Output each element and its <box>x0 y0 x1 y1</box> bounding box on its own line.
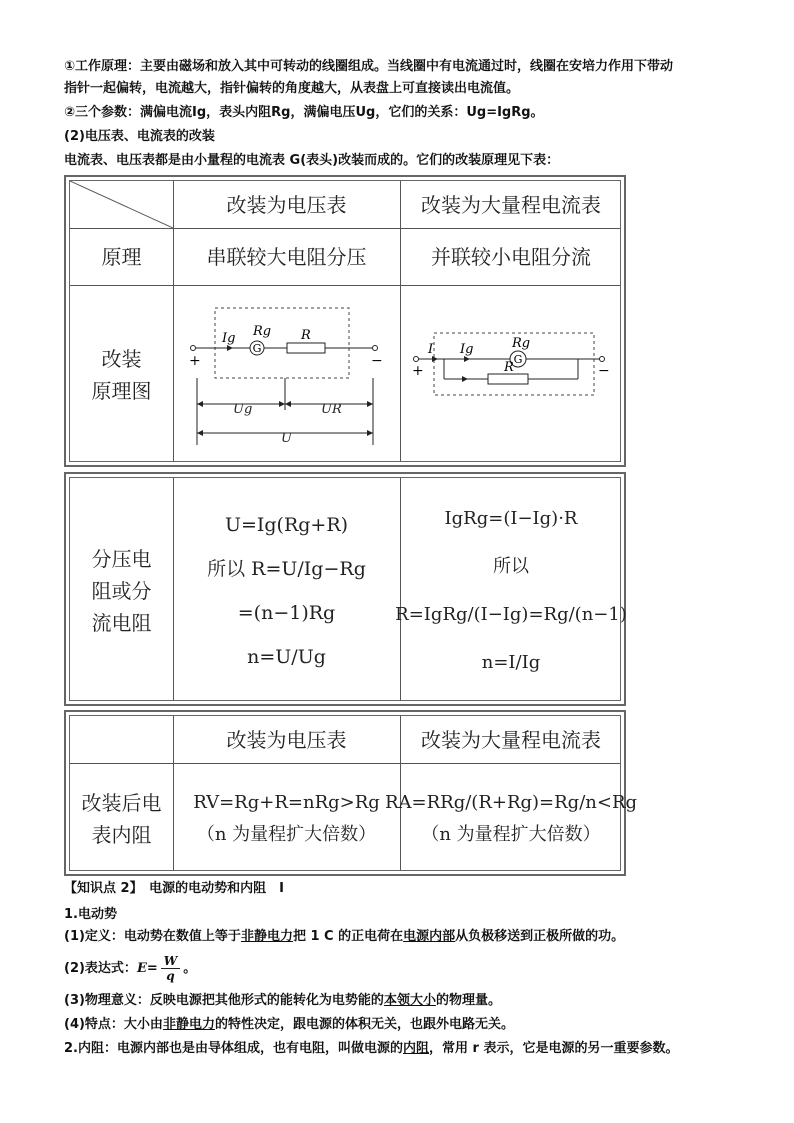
table-resistance-formulas <box>64 472 626 706</box>
col-header-ammeter: 改装为大量程电流表 <box>421 192 601 217</box>
intro-line-4: (2)电压表、电流表的改装 <box>64 129 215 144</box>
kp2-feature <box>64 1016 514 1034</box>
intro-line-1: ①工作原理：主要由磁场和放入其中可转动的线圈组成。当线圈中有电流通过时，线圈在安培力作用下带动 <box>64 59 674 74</box>
label-r: R <box>301 328 311 343</box>
ammeter-internal <box>384 763 638 874</box>
kp2-definition <box>64 928 624 946</box>
row-label-resistance <box>70 478 173 704</box>
ammeter-minus-terminal: − <box>598 363 610 379</box>
row-label-resistance-line1: 分压电 <box>91 547 152 571</box>
voltmeter-eq3: =(n−1)Rg <box>237 602 336 624</box>
table-internal-resistance <box>64 710 638 876</box>
ammeter-galvanometer-symbol: G <box>513 353 523 366</box>
col-header-ammeter-2: 改装为大量程电流表 <box>421 727 601 752</box>
kp2-internal-resistance <box>64 1040 678 1058</box>
def-underline-1: 非静电力 <box>240 929 293 944</box>
row-label-principle: 原理 <box>101 244 142 269</box>
row-label-resistance-line2: 阻或分 <box>91 579 152 603</box>
ammeter-plus-terminal: + <box>412 363 424 379</box>
internal-text-a: 2.内阻：电源内部也是由导体组成，也有电阻，叫做电源的 <box>64 1041 403 1056</box>
meaning-underline: 本领大小 <box>383 993 436 1008</box>
voltmeter-formulas <box>173 478 400 704</box>
galvanometer-symbol: G <box>252 342 262 355</box>
row-label-resistance-line3: 流电阻 <box>91 611 152 635</box>
internal-text-b: ，常用 r 表示，它是电源的另一重要参数。 <box>429 1041 679 1056</box>
diagonal-header-line <box>70 181 173 228</box>
row-label-diagram-line1: 改装 <box>101 347 142 371</box>
label-u: U <box>281 431 292 446</box>
voltmeter-eq2: 所以 R=U/Ig−Rg <box>207 558 366 580</box>
def-text-c: 从负极移送到正极所做的功。 <box>455 929 625 944</box>
kp2-title: 【知识点 2】 电源的电动势和内阻 Ⅰ <box>64 881 284 896</box>
kp2-meaning <box>64 992 501 1010</box>
ammeter-eq3: n=I/Ig <box>481 652 541 673</box>
expr-label: (2)表达式： <box>64 960 137 976</box>
plus-terminal: + <box>189 353 201 369</box>
meaning-text-b: 的物理量。 <box>435 993 501 1008</box>
col-header-voltmeter: 改装为电压表 <box>226 192 347 217</box>
row-label-diagram <box>70 285 173 465</box>
voltmeter-eq4: n=U/Ug <box>247 646 326 668</box>
ammeter-formulas <box>395 478 627 704</box>
row-label-internal-line1: 改装后电 <box>81 790 162 815</box>
voltmeter-internal-note: （n 为量程扩大倍数） <box>196 823 377 845</box>
feature-underline: 非静电力 <box>162 1017 215 1032</box>
row-label-diagram-line2: 原理图 <box>91 379 152 403</box>
voltmeter-internal <box>173 763 400 874</box>
label-rg: Rg <box>253 324 272 339</box>
ammeter-label-r: R <box>504 360 514 375</box>
intro-line-5: 电流表、电压表都是由小量程的电流表 G(表头)改装而成的。它们的改装原理见下表： <box>64 153 560 168</box>
def-text-b: 把 1 C 的正电荷在 <box>292 929 404 944</box>
ammeter-internal-formula: RA=RRg/(R+Rg)=Rg/n<Rg <box>384 791 638 813</box>
kp2-heading-emf: 1.电动势 <box>64 907 117 922</box>
internal-underline: 内阻 <box>402 1041 429 1056</box>
label-ug: Ug <box>233 402 253 417</box>
row-label-internal-line2: 表内阻 <box>91 822 152 847</box>
minus-terminal: − <box>371 353 383 369</box>
label-ur: UR <box>321 402 342 417</box>
ammeter-circuit-diagram <box>400 285 622 465</box>
ammeter-eq2: 所以 R=IgRg/(I−Ig)=Rg/(n−1) <box>395 556 627 625</box>
ammeter-label-i: I <box>428 342 434 357</box>
table-principle <box>64 175 626 467</box>
label-ig: Ig <box>222 331 236 346</box>
kp2-expression: (2)表达式： E= $\frac{W}{q}$ 。 <box>64 954 197 983</box>
voltmeter-circuit-diagram <box>173 285 400 465</box>
meaning-text-a: (3)物理意义：反映电源把其他形式的能转化为电势能的 <box>64 993 384 1008</box>
feature-text-b: 的特性决定，跟电源的体积无关，也跟外电路无关。 <box>214 1017 514 1032</box>
def-underline-2: 电源内部 <box>403 929 456 944</box>
intro-line-3: ②三个参数：满偏电流Ig，表头内阻Rg，满偏电压Ug，它们的关系：Ug=IgRg。 <box>64 105 544 120</box>
ammeter-internal-note: （n 为量程扩大倍数） <box>421 823 601 845</box>
feature-text-a: (4)特点：大小由 <box>64 1017 163 1032</box>
principle-voltmeter: 串联较大电阻分压 <box>206 244 367 269</box>
intro-line-2: 指针一起偏转，电流越大，指针偏转的角度越大，从表盘上可直接读出电流值。 <box>64 81 520 96</box>
voltmeter-internal-formula: RV=Rg+R=nRg>Rg <box>193 791 380 813</box>
def-text-a: (1)定义：电动势在数值上等于 <box>64 929 241 944</box>
ammeter-label-ig: Ig <box>460 342 474 357</box>
row-label-internal <box>70 763 173 874</box>
principle-ammeter: 并联较小电阻分流 <box>431 244 591 269</box>
col-header-voltmeter-2: 改装为电压表 <box>226 727 347 752</box>
voltmeter-eq1: U=Ig(Rg+R) <box>224 514 349 536</box>
ammeter-label-rg: Rg <box>512 336 531 351</box>
ammeter-eq1: IgRg=(I−Ig)·R <box>444 508 578 529</box>
